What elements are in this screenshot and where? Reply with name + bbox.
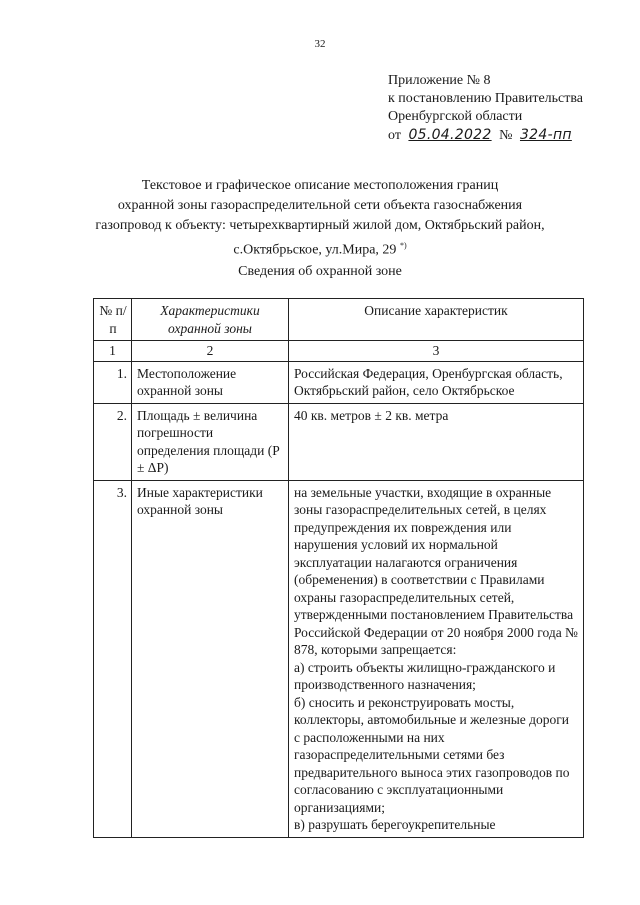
table-row bbox=[94, 480, 584, 837]
page-number: 32 bbox=[314, 38, 326, 50]
title-line-3: газопровод к объекту: четырехквартирный жилой дом, Октябрьский район, bbox=[95, 218, 545, 233]
appendix-number-label: № bbox=[499, 128, 513, 143]
appendix-title: Приложение № 8 bbox=[388, 73, 491, 88]
table-row bbox=[94, 403, 584, 480]
row-characteristic: Местоположение охранной зоны bbox=[132, 361, 289, 403]
title-line-4 bbox=[60, 236, 580, 261]
row-description bbox=[289, 480, 584, 837]
document-title bbox=[60, 176, 580, 261]
row-number: 2. bbox=[94, 403, 132, 480]
row-characteristic: Площадь ± величина погрешности определения площади (Р ± ΔР) bbox=[132, 403, 289, 480]
title-address: с.Октябрьское, ул.Мира, 29 bbox=[233, 242, 397, 258]
row-description: Российская Федерация, Оренбургская область, Октябрьский район, село Октябрьское bbox=[289, 361, 584, 403]
table-row bbox=[94, 361, 584, 403]
row-number: 1. bbox=[94, 361, 132, 403]
appendix-number: 324-пп bbox=[519, 127, 572, 143]
appendix-region: Оренбургской области bbox=[388, 109, 523, 124]
row-number: 3. bbox=[94, 480, 132, 837]
appendix-resolution: к постановлению Правительства bbox=[388, 91, 584, 106]
column-number-3: 3 bbox=[289, 341, 584, 362]
section-subtitle: Сведения об охранной зоне bbox=[238, 264, 402, 279]
restriction-item-a: а) строить объекты жилищно-гражданского и производственного назначения; bbox=[294, 659, 556, 692]
appendix-date-line bbox=[388, 126, 583, 145]
restriction-item-c: в) разрушать берегоукрепительные bbox=[294, 817, 496, 832]
table-header-row bbox=[94, 299, 584, 341]
column-number-2: 2 bbox=[132, 341, 289, 362]
title-line-1: Текстовое и графическое описание местоположения границ bbox=[141, 178, 499, 193]
header-characteristics: Характеристики охранной зоны bbox=[132, 299, 289, 341]
zone-info-table bbox=[93, 298, 584, 838]
row-description: 40 кв. метров ± 2 кв. метра bbox=[289, 403, 584, 480]
restrictions-intro: на земельные участки, входящие в охранные зоны газораспределительных сетей, в целях предупреждения их повреждения или нарушения условий их нормальной эксплуатации налагаются ограничения (обременения) в соответствии с Правилами охраны газораспределительных сетей, утвержденными постановлением Правительства Российской Федерации от 20 ноября 2000 года № 878, которыми запрещается: bbox=[294, 484, 578, 657]
row-characteristic: Иные характеристики охранной зоны bbox=[132, 480, 289, 837]
footnote-mark: *) bbox=[399, 241, 407, 250]
appendix-from-label: от bbox=[388, 128, 401, 143]
title-line-2: охранной зоны газораспределительной сети объекта газоснабжения bbox=[117, 198, 523, 213]
restriction-item-b: б) сносить и реконструировать мосты, коллекторы, автомобильные и железные дороги с расположенными на них газораспределительными сетями без предварительного выноса этих газопроводов по согласованию с эксплуатационными организациями; bbox=[294, 694, 570, 815]
column-numbers-row bbox=[94, 341, 584, 362]
appendix-block bbox=[388, 72, 583, 145]
header-number: № п/п bbox=[94, 299, 132, 341]
column-number-1: 1 bbox=[94, 341, 132, 362]
appendix-date: 05.04.2022 bbox=[408, 127, 492, 143]
header-description: Описание характеристик bbox=[289, 299, 584, 341]
